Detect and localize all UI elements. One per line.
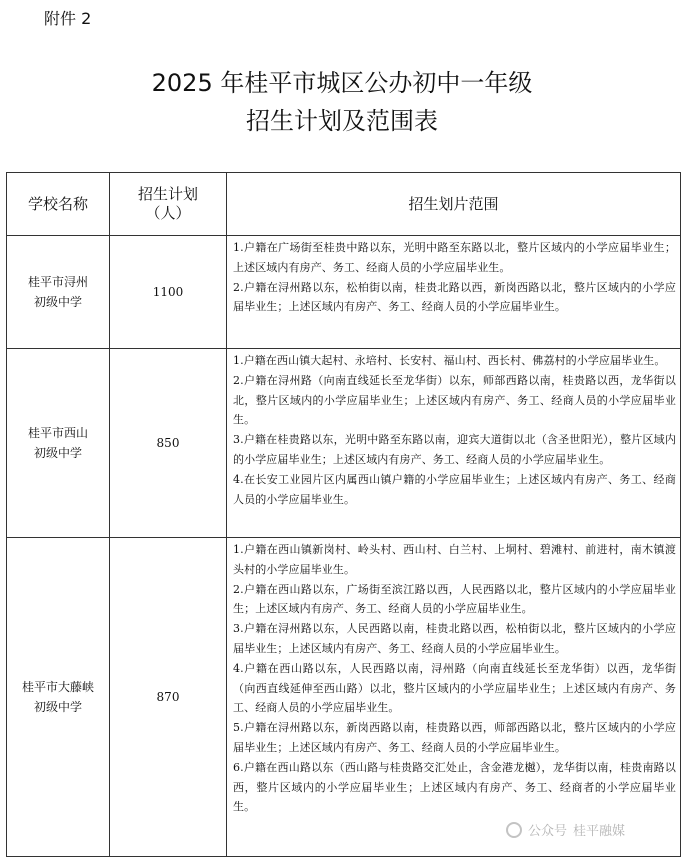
range-item: 2.户籍在浔州路（向南直线延长至龙华街）以东，师部西路以南，桂贵路以西，龙华街以北，整片区域内的小学应届毕业生；上述区域内有房产、务工、经商人员的小学应届毕业生。 [233,373,676,427]
school-name-line1: 桂平市大藤峡 [21,680,94,694]
range-item: 1.户籍在广场街至桂贵中路以东，光明中路至东路以北，整片区域内的小学应届毕业生；上述区域内有房产、务工、经商人员的小学应届毕业生。 [233,241,676,274]
range-item: 3.户籍在桂贵路以东，光明中路至东路以南，迎宾大道街以北（含圣世阳光），整片区域内的小学应届毕业生；上述区域内有房产、务工、经商人员的小学应届毕业生。 [233,433,676,466]
school-name-cell [7,538,110,857]
school-name-line2: 初级中学 [33,295,82,309]
document-title-line1: 2025 年桂平市城区公办初中一年级 [151,69,533,97]
table-row [7,349,681,538]
range-item: 2.户籍在西山路以东，广场街至滨江路以西，人民西路以北，整片区域内的小学应届毕业生；上述区域内有房产、务工、经商人员的小学应届毕业生。 [233,582,676,616]
header-plan-line2: （人） [145,204,191,222]
attachment-label: 附件 2 [44,9,92,28]
enrollment-table [6,172,681,857]
document-title-line2: 招生计划及范围表 [246,107,438,135]
enrollment-range-cell [227,349,681,538]
range-item: 1.户籍在西山镇大起村、永培村、长安村、福山村、西长村、佛荔村的小学应届毕业生。 [233,354,666,367]
enrollment-range-cell [227,538,681,857]
school-name-line1: 桂平市西山 [27,426,88,440]
table-header-row [7,173,681,236]
watermark [506,820,625,839]
range-item: 4.户籍在西山路以东，人民西路以南，浔州路（向南直线延长至龙华街）以西，龙华街（向西直线延伸至西山路）以北，整片区域内的小学应届毕业生；上述区域内有房产、务工、经商人员的小学应届毕业生。 [233,661,676,715]
watermark-source: 公众号 [528,824,568,839]
enrollment-plan-cell: 1100 [110,236,227,349]
header-school-name: 学校名称 [7,173,110,236]
range-item: 4.在长安工业园片区内属西山镇户籍的小学应届毕业生；上述区域内有房产、务工、经商人员的小学应届毕业生。 [233,472,676,506]
range-item: 2.户籍在浔州路以东，松柏街以南，桂贵北路以西，新岗西路以北，整片区域内的小学应届毕业生；上述区域内有房产、务工、经商人员的小学应届毕业生。 [233,280,676,314]
header-enrollment-plan [110,173,227,236]
enrollment-range-cell [227,236,681,349]
school-name-line2: 初级中学 [33,446,82,460]
range-item: 3.户籍在浔州路以东，人民西路以南，桂贵北路以西，松柏街以北，整片区域内的小学应届毕业生；上述区域内有房产、务工、经商人员的小学应届毕业生。 [233,622,676,655]
range-item: 6.户籍在西山路以东（西山路与桂贵路交汇处止，含金港龙樾），龙华街以南，桂贵南路以西，整片区域内的小学应届毕业生；上述区域内有房产、务工、经商者的小学应届毕业生。 [233,760,676,814]
enrollment-plan-cell: 870 [110,538,227,857]
school-name-cell [7,349,110,538]
school-name-cell [7,236,110,349]
school-name-line2: 初级中学 [33,700,82,714]
school-name-line1: 桂平市浔州 [27,275,88,289]
table-row [7,236,681,349]
header-plan-line1: 招生计划 [137,185,198,203]
enrollment-plan-cell: 850 [110,349,227,538]
watermark-name: 桂平融媒 [573,824,626,839]
wechat-icon [506,822,522,838]
table-row [7,538,681,857]
range-item: 1.户籍在西山镇新岗村、岭头村、西山村、白兰村、上垌村、碧滩村、前进村，南木镇渡头村的小学应届毕业生。 [233,543,676,576]
range-item: 5.户籍在浔州路以东，新岗西路以南，桂贵路以西，师部西路以北，整片区域内的小学应届毕业生；上述区域内有房产、务工、经商人员的小学应届毕业生。 [233,721,676,754]
header-enrollment-range: 招生划片范围 [227,173,681,236]
